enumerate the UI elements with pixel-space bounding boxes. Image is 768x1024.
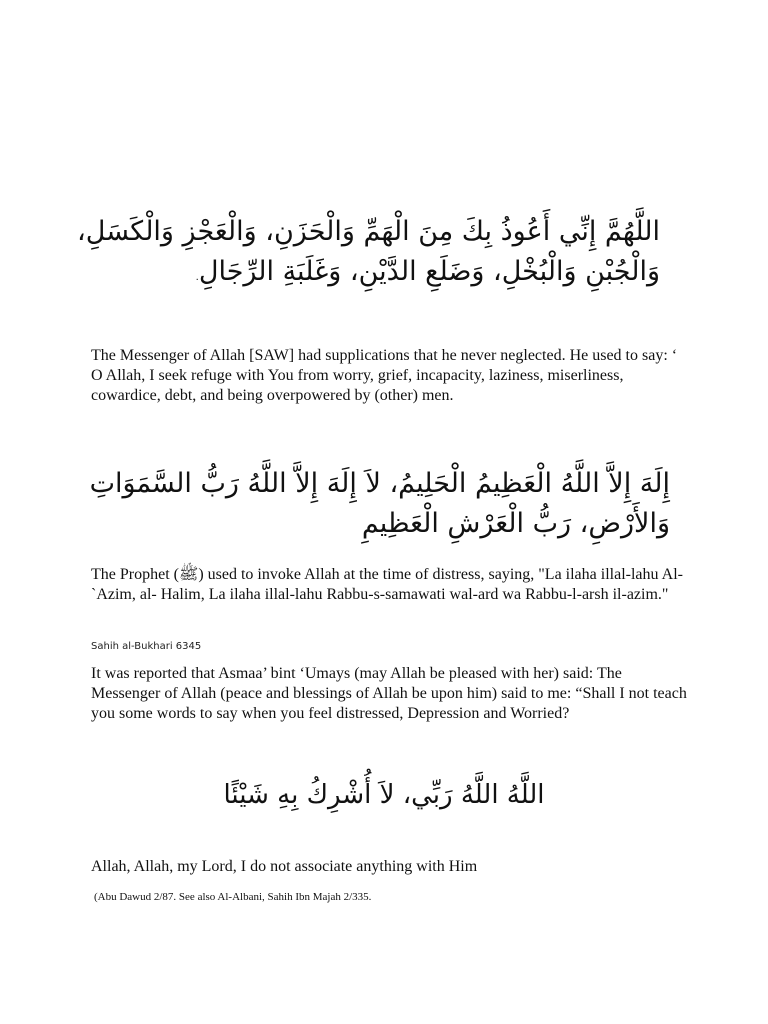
dua1-arabic (77, 212, 660, 298)
dua1-arabic-line1: اللَّهُمَّ إِنِّي أَعُوذُ بِكَ مِنَ الْهَمِّ وَالْحَزَنِ، وَالْعَجْزِ وَالْكَسَلِ، (77, 216, 660, 247)
dua2-arabic-line2: وَالأَرْضِ، رَبُّ الْعَرْشِ الْعَظِيمِ (361, 508, 670, 539)
dua2-reference: Sahih al-Bukhari 6345 (91, 641, 202, 652)
dua2-arabic (90, 464, 670, 544)
dua3-intro: It was reported that Asmaa’ bint ‘Umays (may Allah be pleased with her) said: The Messenger of Allah (peace and blessings of Allah be upon him) said to me: “Shall I not teach you some words to say when you feel distressed, Depression and Worried? (91, 665, 687, 722)
dua3-arabic: اللَّهُ اللَّهُ رَبِّي، لاَ أُشْرِكُ بِهِ شَيْئًا (223, 780, 545, 810)
dua3-reference: (Abu Dawud 2/87. See also Al-Albani, Sahih Ibn Majah 2/335. (94, 891, 372, 903)
dua1-arabic-end-dot: . (195, 272, 199, 283)
dua2-arabic-line1: إِلَهَ إِلاَّ اللَّهُ الْعَظِيمُ الْحَلِيمُ، لاَ إِلَهَ إِلاَّ اللَّهُ رَبُّ السَّمَوَاتِ (89, 468, 670, 499)
dua2-translation: The Prophet (ﷺ) used to invoke Allah at the time of distress, saying, "La ilaha illal-lahu Al-`Azim, al- Halim, La ilaha illal-lahu Rabbu-s-samawati wal-ard wa Rabbu-l-arsh il-azim." (91, 566, 683, 603)
dua1-arabic-line2-text: وَالْجُبْنِ وَالْبُخْلِ، وَضَلَعِ الدَّيْنِ، وَغَلَبَةِ الرِّجَالِ (198, 256, 660, 287)
dua1-arabic-line2 (80, 252, 660, 298)
dua1-translation: The Messenger of Allah [SAW] had supplications that he never neglected. He used to say: ‘ O Allah, I seek refuge with You from worry, grief, incapacity, laziness, miserliness, cowardice, debt, and being overpowered by (other) men. (91, 347, 678, 404)
dua3-translation: Allah, Allah, my Lord, I do not associate anything with Him (91, 858, 478, 875)
